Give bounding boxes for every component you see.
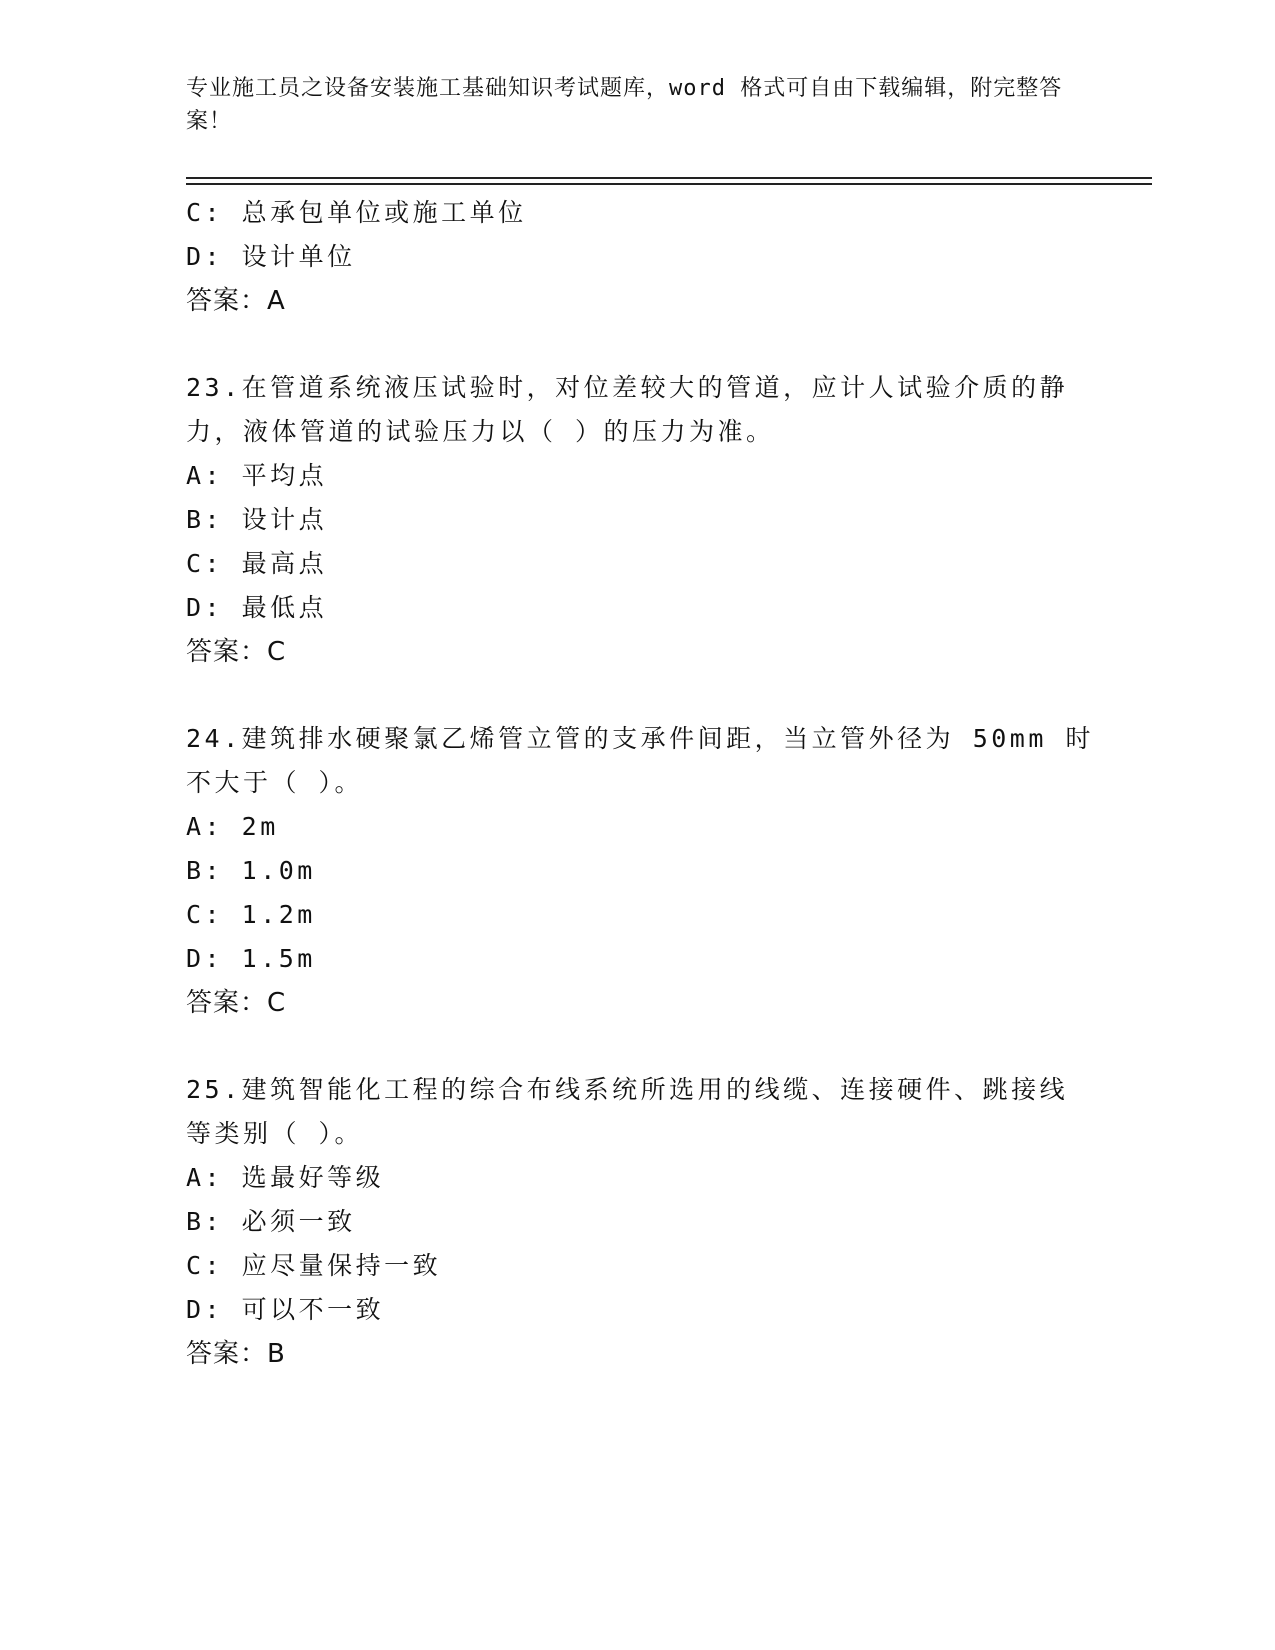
q24-option-a: A: 2m <box>186 812 279 841</box>
q25-option-b: B: 必须一致 <box>186 1207 356 1236</box>
q23-answer: 答案：C <box>186 637 287 667</box>
q22-answer: 答案：A <box>186 286 286 316</box>
q25-answer: 答案：B <box>186 1339 286 1369</box>
q23-option-d: D: 最低点 <box>186 593 328 622</box>
q23-option-b: B: 设计点 <box>186 505 328 534</box>
q25-option-a: A: 选最好等级 <box>186 1163 385 1192</box>
q24-stem-line-1: 24.建筑排水硬聚氯乙烯管立管的支承件间距，当立管外径为 50mm 时 <box>186 724 1094 753</box>
q23-stem-line-2: 力，液体管道的试验压力以（ ）的压力为准。 <box>186 417 775 446</box>
header-rule-top <box>186 177 1152 179</box>
q24-answer: 答案：C <box>186 988 287 1018</box>
q25-stem-line-1: 25.建筑智能化工程的综合布线系统所选用的线缆、连接硬件、跳接线 <box>186 1075 1069 1104</box>
q24-stem-line-2: 不大于（ ）。 <box>186 768 364 797</box>
q23-option-c: C: 最高点 <box>186 549 328 578</box>
q24-option-b: B: 1.0m <box>186 856 316 885</box>
q22-option-c: C: 总承包单位或施工单位 <box>186 198 527 227</box>
q23-stem-line-1: 23.在管道系统液压试验时，对位差较大的管道，应计人试验介质的静 <box>186 373 1069 402</box>
q22-option-d: D: 设计单位 <box>186 242 356 271</box>
document-header: 专业施工员之设备安装施工基础知识考试题库，word 格式可自由下载编辑，附完整答案！ <box>186 76 1063 134</box>
q23-option-a: A: 平均点 <box>186 461 328 490</box>
q25-option-c: C: 应尽量保持一致 <box>186 1251 442 1280</box>
q25-stem-line-2: 等类别（ ）。 <box>186 1119 364 1148</box>
q24-option-c: C: 1.2m <box>186 900 316 929</box>
header-rule-bottom <box>186 183 1152 185</box>
q24-option-d: D: 1.5m <box>186 944 316 973</box>
q25-option-d: D: 可以不一致 <box>186 1295 385 1324</box>
